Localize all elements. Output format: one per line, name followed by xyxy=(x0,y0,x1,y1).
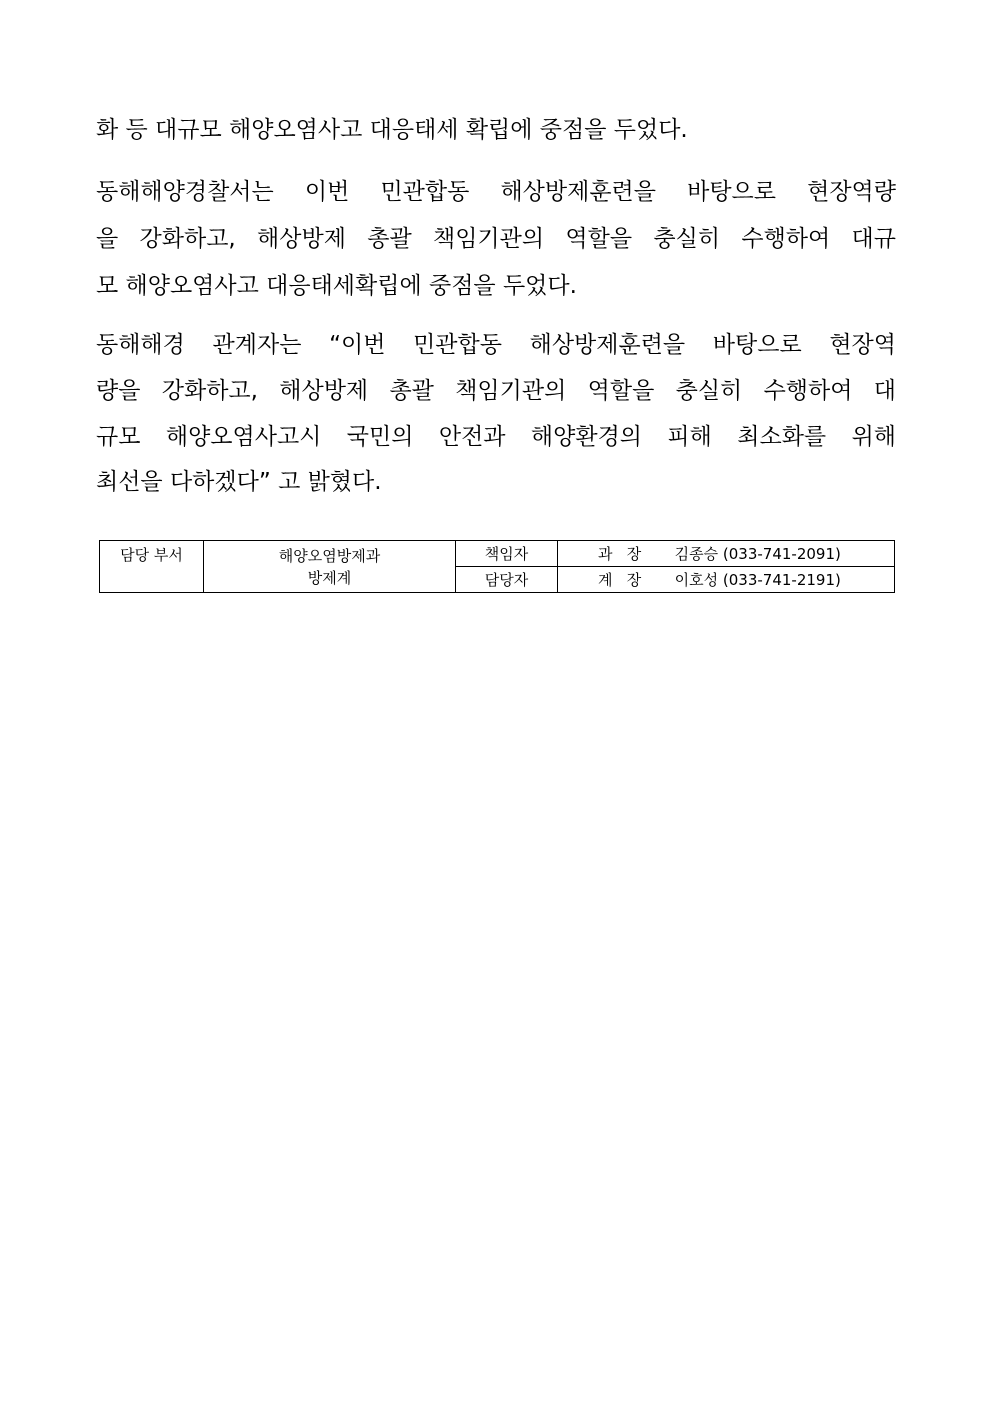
body-text-line: 동해해양경찰서는 이번 민관합동 해상방제훈련을 바탕으로 현장역량 xyxy=(96,179,896,205)
contact-row xyxy=(100,541,895,567)
person-cell: 과 장 김종승 (033-741-2091) xyxy=(558,541,895,567)
body-text-line: 동해해경 관계자는 “이번 민관합동 해상방제훈련을 바탕으로 현장역 xyxy=(96,332,896,358)
dept-label-cell: 담당 부서 xyxy=(100,541,204,593)
role-cell: 책임자 xyxy=(456,541,558,567)
person-cell: 계 장 이호성 (033-741-2191) xyxy=(558,567,895,593)
body-text-line: 화 등 대규모 해양오염사고 대응태세 확립에 중점을 두었다. xyxy=(96,117,688,143)
body-text-line: 량을 강화하고, 해상방제 총괄 책임기관의 역할을 충실히 수행하여 대 xyxy=(96,378,896,404)
body-text-line: 규모 해양오염사고시 국민의 안전과 해양환경의 피해 최소화를 위해 xyxy=(96,424,897,450)
dept-name: 해양오염방제과 xyxy=(278,546,381,565)
dept-team: 방제계 xyxy=(307,568,352,587)
body-text-line: 모 해양오염사고 대응태세확립에 중점을 두었다. xyxy=(96,273,577,299)
contact-table xyxy=(99,540,895,593)
role-cell: 담당자 xyxy=(456,567,558,593)
dept-name-cell xyxy=(204,541,456,593)
body-text-line: 최선을 다하겠다” 고 밝혔다. xyxy=(96,469,382,495)
body-text-line: 을 강화하고, 해상방제 총괄 책임기관의 역할을 충실히 수행하여 대규 xyxy=(96,226,896,252)
